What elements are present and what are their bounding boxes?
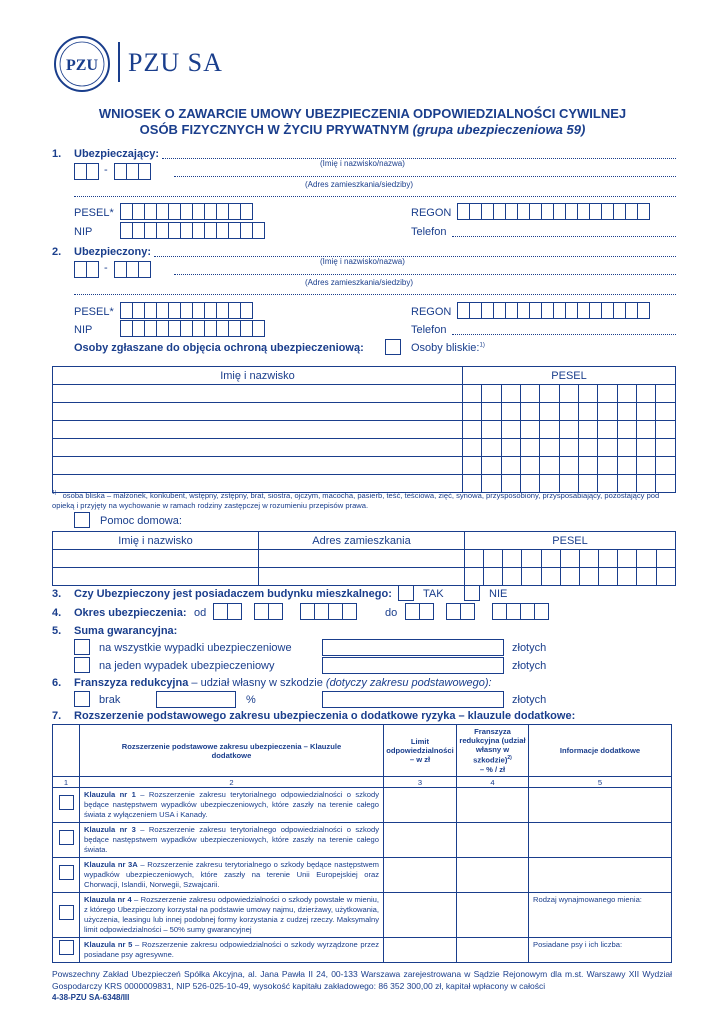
dh-pesel-cell[interactable] bbox=[465, 550, 484, 568]
s5-opt1-checkbox[interactable] bbox=[74, 639, 90, 655]
s1-pesel-field[interactable] bbox=[120, 203, 252, 220]
person-pesel-cell[interactable] bbox=[559, 421, 578, 439]
title-italic: (grupa ubezpieczeniowa 59) bbox=[412, 122, 586, 137]
s1-postcode-dash: - bbox=[104, 164, 108, 176]
clauses-num-4: 4 bbox=[457, 777, 529, 788]
person-pesel-cell[interactable] bbox=[637, 385, 656, 403]
s6-currency: złotych bbox=[512, 694, 547, 706]
clause-name: Klauzula nr 4 bbox=[84, 895, 132, 904]
clause-franchise-cell[interactable] bbox=[457, 823, 529, 858]
persons-row[interactable] bbox=[53, 421, 676, 439]
dh-pesel-cell[interactable] bbox=[503, 568, 522, 586]
dh-col-address: Adres zamieszkania bbox=[259, 532, 465, 550]
domestic-help-table bbox=[52, 531, 676, 586]
s6-label bbox=[74, 677, 492, 689]
person-pesel-cell[interactable] bbox=[559, 403, 578, 421]
person-pesel-cell[interactable] bbox=[521, 385, 540, 403]
person-pesel-cell[interactable] bbox=[656, 403, 676, 421]
company-name: PZU SA bbox=[128, 48, 223, 77]
s4-to-day[interactable] bbox=[405, 603, 433, 620]
clause-limit-cell[interactable] bbox=[384, 893, 457, 938]
s2-num: 2. bbox=[52, 246, 62, 258]
s2-telefon-label: Telefon bbox=[411, 324, 447, 336]
dh-col-pesel: PESEL bbox=[465, 532, 676, 550]
footnote-text: osoba bliska – małżonek, konkubent, wstępny, zstępny, brat, siostra, ojczym, macocha, pasierb, teść, teściowa, zięć, synowa, przysposobiony, przysposabiający, pozostający pod opieką i przyjęty na wychowanie w ramach rodziny zastępczej w rozumieniu przepisów prawa. bbox=[52, 490, 660, 510]
s5-opt1-currency: złotych bbox=[512, 642, 547, 654]
close-persons-text: Osoby bliskie: bbox=[411, 342, 480, 354]
dh-pesel-cell[interactable] bbox=[503, 550, 522, 568]
clauses-h-franchise-text: Franszyza redukcyjna (udział własny w szkodzie) bbox=[459, 727, 526, 765]
s2-regon-field[interactable] bbox=[457, 302, 649, 319]
footer-text: Powszechny Zakład Ubezpieczeń Spółka Akcyjna, al. Jana Pawła II 24, 00-133 Warszawa zarejestrowana w Sądzie Rejonowym dla m.st. Warszawy XII Wydział Gospodarczy KRS 0000009831, NIP 526-025-10-49, wysokość kapitału zakładowego: 86 352 300,00 zł, kapitał wpłacony w całości bbox=[52, 969, 672, 991]
clause-description bbox=[80, 788, 384, 823]
person-name-cell[interactable] bbox=[53, 439, 463, 457]
dh-pesel-cell[interactable] bbox=[618, 550, 637, 568]
clause-row bbox=[53, 858, 672, 893]
domestic-help-row[interactable] bbox=[53, 550, 676, 568]
s1-name-field[interactable] bbox=[162, 158, 676, 159]
s2-telefon-field[interactable] bbox=[452, 334, 676, 335]
clause-info-cell[interactable]: Rodzaj wynajmowanego mienia: bbox=[529, 893, 672, 938]
person-pesel-cell[interactable] bbox=[637, 421, 656, 439]
s1-nip-field[interactable] bbox=[120, 222, 264, 239]
s4-from-year[interactable] bbox=[300, 603, 356, 620]
s2-address-field[interactable] bbox=[174, 274, 676, 275]
s2-postcode-dash: - bbox=[104, 262, 108, 274]
s1-telefon-label: Telefon bbox=[411, 226, 447, 238]
s3-yes-label: TAK bbox=[423, 588, 444, 600]
clause-limit-cell[interactable] bbox=[384, 858, 457, 893]
dh-address-cell[interactable] bbox=[259, 568, 465, 586]
dh-pesel-cell[interactable] bbox=[656, 568, 675, 586]
s4-to-label: do bbox=[385, 607, 398, 619]
person-pesel-cell[interactable] bbox=[482, 403, 501, 421]
person-pesel-cell[interactable] bbox=[617, 403, 636, 421]
person-pesel-cell[interactable] bbox=[559, 385, 578, 403]
person-pesel-cell[interactable] bbox=[598, 403, 617, 421]
persons-row[interactable] bbox=[53, 403, 676, 421]
dh-pesel-cell[interactable] bbox=[522, 550, 541, 568]
s6-amount-field[interactable] bbox=[322, 691, 504, 708]
person-pesel-cell[interactable] bbox=[656, 385, 676, 403]
dh-name-cell[interactable] bbox=[53, 568, 259, 586]
clause-checkbox-cell[interactable] bbox=[53, 893, 80, 938]
person-pesel-cell[interactable] bbox=[579, 457, 598, 475]
clause-checkbox-cell[interactable] bbox=[53, 938, 80, 963]
s7-label: Rozszerzenie podstawowego zakresu ubezpieczenia o dodatkowe ryzyka – klauzule dodatkowe: bbox=[74, 710, 576, 722]
form-title-line1: WNIOSEK O ZAWARCIE UMOWY UBEZPIECZENIA ODPOWIEDZIALNOŚCI CYWILNEJ bbox=[98, 106, 627, 121]
s4-to-year[interactable] bbox=[492, 603, 548, 620]
s1-postcode-a[interactable] bbox=[74, 163, 98, 180]
s1-address-field[interactable] bbox=[174, 176, 676, 177]
clause-info-cell[interactable] bbox=[529, 858, 672, 893]
person-pesel-cell[interactable] bbox=[521, 457, 540, 475]
s2-postcode-b[interactable] bbox=[114, 261, 150, 278]
s1-postcode-b[interactable] bbox=[114, 163, 150, 180]
person-pesel-cell[interactable] bbox=[501, 385, 520, 403]
s1-name-hint: (Imię i nazwisko/nazwa) bbox=[320, 159, 405, 168]
persons-label: Osoby zgłaszane do objęcia ochroną ubezpieczeniową: bbox=[74, 342, 364, 354]
clauses-num-3: 3 bbox=[384, 777, 457, 788]
person-pesel-cell[interactable] bbox=[617, 439, 636, 457]
s6-percent-label: % bbox=[246, 694, 256, 706]
person-pesel-cell[interactable] bbox=[521, 439, 540, 457]
person-pesel-cell[interactable] bbox=[617, 421, 636, 439]
person-name-cell[interactable] bbox=[53, 385, 463, 403]
s2-postcode-a[interactable] bbox=[74, 261, 98, 278]
dh-col-name: Imię i nazwisko bbox=[53, 532, 259, 550]
person-pesel-cell[interactable] bbox=[598, 439, 617, 457]
logo-divider bbox=[118, 42, 120, 82]
person-pesel-cell[interactable] bbox=[598, 457, 617, 475]
clause-name: Klauzula nr 3A bbox=[84, 860, 138, 869]
s2-address-hint: (Adres zamieszkania/siedziby) bbox=[305, 278, 414, 287]
dh-pesel-cell[interactable] bbox=[599, 550, 618, 568]
clause-name: Klauzula nr 5 bbox=[84, 940, 133, 949]
clause-franchise-cell[interactable] bbox=[457, 893, 529, 938]
s2-pesel-field[interactable] bbox=[120, 302, 252, 319]
s6-num: 6. bbox=[52, 677, 62, 689]
persons-row[interactable] bbox=[53, 439, 676, 457]
clauses-table bbox=[52, 724, 672, 963]
s6-label-rest: – udział własny w szkodzie bbox=[188, 677, 326, 689]
clauses-h-extension: Rozszerzenie podstawowe zakresu ubezpieczenia – Klauzule dodatkowe bbox=[80, 725, 384, 777]
dh-pesel-cell[interactable] bbox=[484, 550, 503, 568]
dh-pesel-cell[interactable] bbox=[637, 568, 656, 586]
clause-row bbox=[53, 788, 672, 823]
clause-limit-cell[interactable] bbox=[384, 788, 457, 823]
s6-label-italic: (dotyczy zakresu podstawowego): bbox=[325, 677, 492, 689]
s4-from-month[interactable] bbox=[254, 603, 282, 620]
s5-opt2-label: na jeden wypadek ubezpieczeniowy bbox=[99, 660, 275, 672]
clause-checkbox-cell[interactable] bbox=[53, 858, 80, 893]
person-pesel-cell[interactable] bbox=[463, 385, 482, 403]
s5-opt2-checkbox[interactable] bbox=[74, 657, 90, 673]
clause-info-cell[interactable] bbox=[529, 788, 672, 823]
dh-pesel-cell[interactable] bbox=[560, 550, 579, 568]
person-pesel-cell[interactable] bbox=[463, 421, 482, 439]
person-name-cell[interactable] bbox=[53, 457, 463, 475]
person-pesel-cell[interactable] bbox=[637, 439, 656, 457]
s3-yes-checkbox[interactable] bbox=[398, 585, 414, 601]
persons-col-name: Imię i nazwisko bbox=[53, 367, 463, 385]
person-pesel-cell[interactable] bbox=[463, 457, 482, 475]
person-pesel-cell[interactable] bbox=[540, 457, 559, 475]
clause-text: – Rozszerzenie zakresu odpowiedzialności o szkody powstałe w mieniu, z którego Ubezpieczony korzystał na podstawie umowy najmu, dzierżawy, użytkowania, użyczenia, leasingu lub innej podobnej formy korzystania z cudzej rzeczy. Maksymalny limit odpowiedzialności – 50% sumy gwarancyjnej bbox=[84, 895, 379, 934]
clauses-h-franchise bbox=[457, 725, 529, 777]
person-pesel-cell[interactable] bbox=[656, 457, 676, 475]
s1-label: Ubezpieczający: bbox=[74, 148, 159, 160]
dh-pesel-cell[interactable] bbox=[465, 568, 484, 586]
person-pesel-cell[interactable] bbox=[579, 439, 598, 457]
close-persons-checkbox[interactable] bbox=[385, 339, 401, 355]
footer-code: 4-38-PZU SA-6348/III bbox=[52, 993, 130, 1002]
person-pesel-cell[interactable] bbox=[501, 439, 520, 457]
clause-checkbox-cell[interactable] bbox=[53, 823, 80, 858]
s6-none-label: brak bbox=[99, 694, 121, 706]
person-pesel-cell[interactable] bbox=[482, 439, 501, 457]
clause-franchise-cell[interactable] bbox=[457, 858, 529, 893]
s4-label: Okres ubezpieczenia: bbox=[74, 607, 187, 619]
s2-name-field[interactable] bbox=[154, 256, 676, 257]
person-pesel-cell[interactable] bbox=[501, 403, 520, 421]
clauses-num-row bbox=[53, 777, 672, 788]
s4-from-label: od bbox=[194, 607, 207, 619]
person-pesel-cell[interactable] bbox=[617, 385, 636, 403]
domestic-help-label: Pomoc domowa: bbox=[100, 515, 182, 527]
footnote bbox=[52, 488, 676, 511]
s2-nip-label: NIP bbox=[74, 324, 93, 336]
clause-checkbox-cell[interactable] bbox=[53, 788, 80, 823]
clause-franchise-cell[interactable] bbox=[457, 938, 529, 963]
logo-mark-text: PZU bbox=[66, 57, 98, 74]
domestic-help-checkbox[interactable] bbox=[74, 512, 90, 528]
dh-pesel-cell[interactable] bbox=[484, 568, 503, 586]
clause-name: Klauzula nr 1 bbox=[84, 790, 136, 799]
person-name-cell[interactable] bbox=[53, 421, 463, 439]
s7-num: 7. bbox=[52, 710, 62, 722]
persons-table bbox=[52, 366, 676, 493]
person-pesel-cell[interactable] bbox=[540, 385, 559, 403]
s4-num: 4. bbox=[52, 607, 62, 619]
clause-checkbox[interactable] bbox=[59, 795, 74, 810]
clause-checkbox[interactable] bbox=[59, 830, 74, 845]
clause-description bbox=[80, 823, 384, 858]
form-title-line2 bbox=[0, 122, 725, 137]
person-pesel-cell[interactable] bbox=[617, 457, 636, 475]
clause-name: Klauzula nr 3 bbox=[84, 825, 136, 834]
person-pesel-cell[interactable] bbox=[656, 439, 676, 457]
s2-name-hint: (Imię i nazwisko/nazwa) bbox=[320, 257, 405, 266]
s1-nip-label: NIP bbox=[74, 226, 93, 238]
s4-from-day[interactable] bbox=[213, 603, 241, 620]
s5-num: 5. bbox=[52, 625, 62, 637]
clause-checkbox[interactable] bbox=[59, 905, 74, 920]
title-main: OSÓB FIZYCZNYCH W ŻYCIU PRYWATNYM bbox=[139, 122, 410, 137]
person-pesel-cell[interactable] bbox=[598, 385, 617, 403]
clauses-h-limit: Limit odpowiedzialności – w zł bbox=[384, 725, 457, 777]
clause-row bbox=[53, 893, 672, 938]
s3-label: Czy Ubezpieczony jest posiadaczem budynku mieszkalnego: bbox=[74, 588, 392, 600]
s4-to-month[interactable] bbox=[446, 603, 474, 620]
persons-col-pesel: PESEL bbox=[463, 367, 676, 385]
dh-pesel-cell[interactable] bbox=[618, 568, 637, 586]
dh-pesel-cell[interactable] bbox=[541, 568, 560, 586]
person-pesel-cell[interactable] bbox=[482, 421, 501, 439]
s1-regon-field[interactable] bbox=[457, 203, 649, 220]
close-persons-label bbox=[411, 342, 485, 354]
person-pesel-cell[interactable] bbox=[540, 439, 559, 457]
s3-no-label: NIE bbox=[489, 588, 508, 600]
clause-text: – Rozszerzenie zakresu odpowiedzialności o szkody wyrządzone przez posiadane psy agresywne. bbox=[84, 940, 379, 959]
person-pesel-cell[interactable] bbox=[579, 421, 598, 439]
person-pesel-cell[interactable] bbox=[501, 457, 520, 475]
s1-telefon-field[interactable] bbox=[452, 236, 676, 237]
s1-regon-label: REGON bbox=[411, 207, 452, 219]
clauses-h-franchise-unit: – % / zł bbox=[479, 764, 506, 774]
s2-regon-label: REGON bbox=[411, 306, 452, 318]
footnote-mark: 1) bbox=[52, 490, 57, 496]
s5-opt2-currency: złotych bbox=[512, 660, 547, 672]
dh-pesel-cell[interactable] bbox=[560, 568, 579, 586]
s6-none-checkbox[interactable] bbox=[74, 691, 90, 707]
dh-pesel-cell[interactable] bbox=[599, 568, 618, 586]
clause-text: – Rozszerzenie zakresu terytorialnego odpowiedzialności o szkody będące następstwem wypadków ubezpieczeniowych, które zaszły na terenie całego świata z wyłączeniem USA i Kanady. bbox=[84, 790, 379, 819]
dh-pesel-cell[interactable] bbox=[656, 550, 675, 568]
clauses-num-5: 5 bbox=[529, 777, 672, 788]
person-pesel-cell[interactable] bbox=[521, 403, 540, 421]
person-pesel-cell[interactable] bbox=[579, 403, 598, 421]
person-pesel-cell[interactable] bbox=[463, 403, 482, 421]
person-pesel-cell[interactable] bbox=[463, 439, 482, 457]
person-pesel-cell[interactable] bbox=[521, 421, 540, 439]
person-pesel-cell[interactable] bbox=[482, 457, 501, 475]
s5-label: Suma gwarancyjna: bbox=[74, 625, 178, 637]
s3-no-checkbox[interactable] bbox=[464, 585, 480, 601]
s3-num: 3. bbox=[52, 588, 62, 600]
person-pesel-cell[interactable] bbox=[540, 403, 559, 421]
s2-pesel-label: PESEL* bbox=[74, 306, 114, 318]
dh-name-cell[interactable] bbox=[53, 550, 259, 568]
person-pesel-cell[interactable] bbox=[482, 385, 501, 403]
clause-description bbox=[80, 938, 384, 963]
clause-franchise-cell[interactable] bbox=[457, 788, 529, 823]
person-pesel-cell[interactable] bbox=[559, 457, 578, 475]
clauses-num-1: 1 bbox=[53, 777, 80, 788]
clauses-h-franchise-sup: 2) bbox=[507, 755, 512, 762]
dh-pesel-cell[interactable] bbox=[522, 568, 541, 586]
person-pesel-cell[interactable] bbox=[637, 457, 656, 475]
dh-pesel-cell[interactable] bbox=[579, 550, 598, 568]
clause-row bbox=[53, 938, 672, 963]
clauses-h-info: Informacje dodatkowe bbox=[529, 725, 672, 777]
clause-row bbox=[53, 823, 672, 858]
s5-opt1-amount[interactable] bbox=[322, 639, 504, 656]
persons-row[interactable] bbox=[53, 457, 676, 475]
clause-limit-cell[interactable] bbox=[384, 823, 457, 858]
s2-label: Ubezpieczony: bbox=[74, 246, 152, 258]
clause-text: – Rozszerzenie zakresu terytorialnego o szkody będące następstwem wypadków ubezpieczeniowych, które zaszły na terenie Unii Europejskiej oraz Chorwacji, Islandii, Norwegii, Szwajcarii. bbox=[84, 860, 380, 889]
clause-limit-cell[interactable] bbox=[384, 938, 457, 963]
person-pesel-cell[interactable] bbox=[540, 421, 559, 439]
domestic-help-row[interactable] bbox=[53, 568, 676, 586]
clause-info-cell[interactable] bbox=[529, 823, 672, 858]
s1-pesel-label: PESEL* bbox=[74, 207, 114, 219]
s1-extra-line[interactable] bbox=[74, 196, 676, 197]
clause-info-cell[interactable]: Posiadane psy i ich liczba: bbox=[529, 938, 672, 963]
persons-row[interactable] bbox=[53, 385, 676, 403]
s5-opt1-label: na wszystkie wypadki ubezpieczeniowe bbox=[99, 642, 292, 654]
s5-opt2-amount[interactable] bbox=[322, 657, 504, 674]
clause-description bbox=[80, 858, 384, 893]
dh-pesel-cell[interactable] bbox=[637, 550, 656, 568]
person-pesel-cell[interactable] bbox=[559, 439, 578, 457]
clause-checkbox[interactable] bbox=[59, 865, 74, 880]
dh-address-cell[interactable] bbox=[259, 550, 465, 568]
s6-label-bold: Franszyza redukcyjna bbox=[74, 677, 189, 689]
s1-num: 1. bbox=[52, 148, 62, 160]
person-pesel-cell[interactable] bbox=[501, 421, 520, 439]
dh-pesel-cell[interactable] bbox=[541, 550, 560, 568]
clause-text: – Rozszerzenie zakresu terytorialnego odpowiedzialności o szkody będące następstwem wypadków ubezpieczeniowych, które zaszły na terenie całego świata. bbox=[84, 825, 379, 854]
dh-pesel-cell[interactable] bbox=[579, 568, 598, 586]
clause-checkbox[interactable] bbox=[59, 940, 74, 955]
s2-nip-field[interactable] bbox=[120, 320, 264, 337]
person-name-cell[interactable] bbox=[53, 403, 463, 421]
pzu-logo bbox=[52, 34, 112, 94]
person-pesel-cell[interactable] bbox=[637, 403, 656, 421]
person-pesel-cell[interactable] bbox=[656, 421, 676, 439]
person-pesel-cell[interactable] bbox=[579, 385, 598, 403]
s2-extra-line[interactable] bbox=[74, 294, 676, 295]
clause-description bbox=[80, 893, 384, 938]
close-persons-sup: 1) bbox=[479, 342, 485, 349]
s1-address-hint: (Adres zamieszkania/siedziby) bbox=[305, 180, 414, 189]
clauses-num-2: 2 bbox=[80, 777, 384, 788]
s6-percent-field[interactable] bbox=[156, 691, 236, 708]
person-pesel-cell[interactable] bbox=[598, 421, 617, 439]
